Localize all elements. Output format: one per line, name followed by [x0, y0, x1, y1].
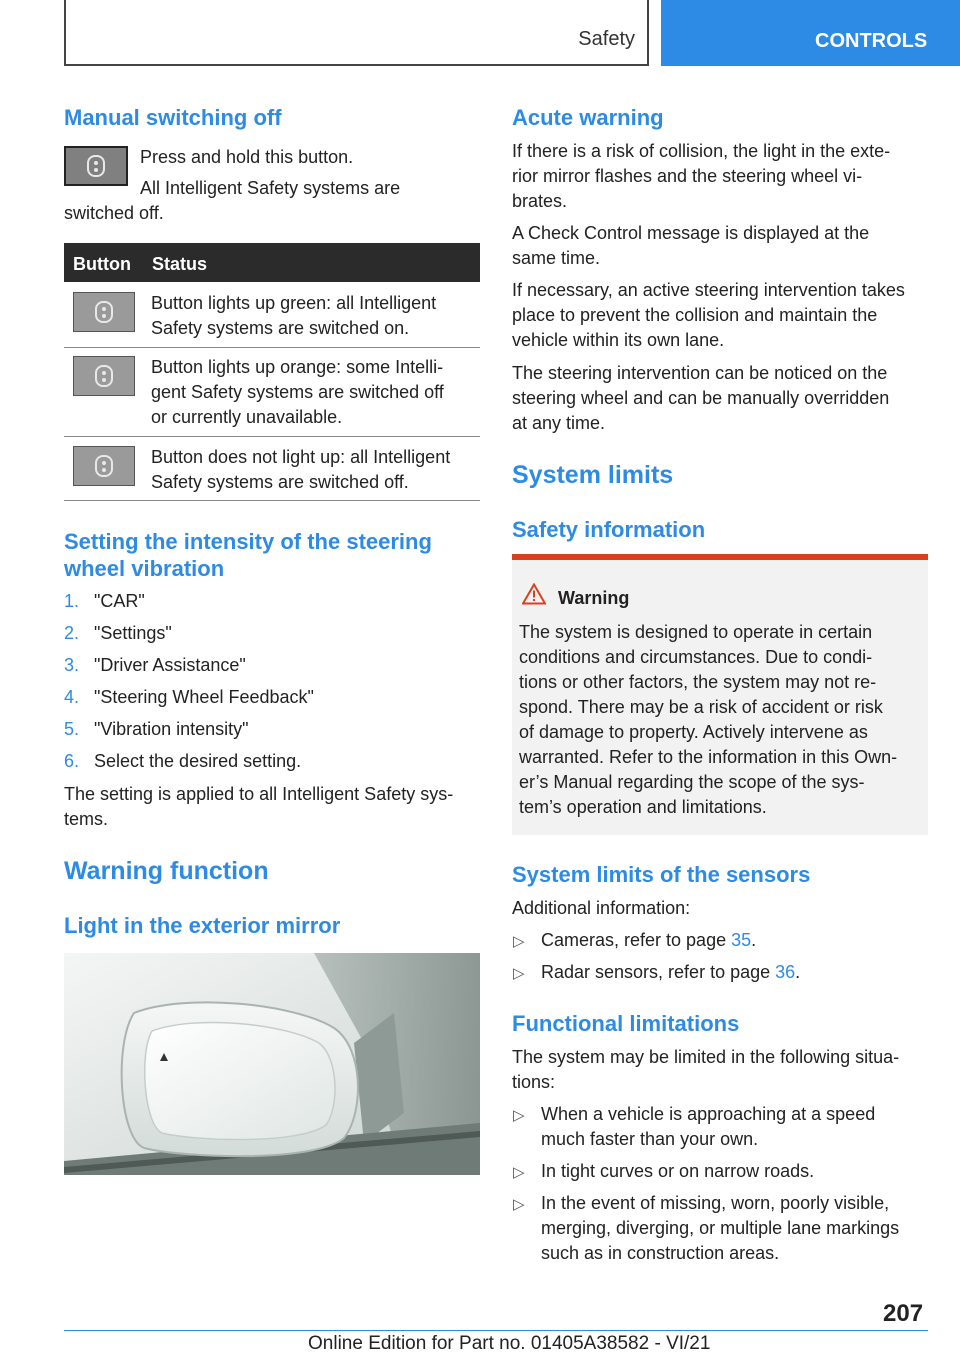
header-bar — [64, 0, 649, 66]
applied-line-2: tems. — [64, 809, 109, 829]
warning-line: warranted. Refer to the information in this Own- — [519, 747, 898, 767]
step-number: 6. — [64, 751, 80, 771]
intensity-heading-line-1: Setting the intensity of the steering — [64, 529, 432, 554]
applied-line-1: The setting is applied to all Intelligent Safety sys- — [64, 784, 454, 804]
acute-p1-line: rior mirror flashes and the steering wheel vi- — [512, 166, 863, 186]
col-status-header: Status — [152, 254, 208, 274]
sensor-item-text: Radar sensors, refer to page — [541, 962, 776, 982]
acute-p3-line: If necessary, an active steering intervention takes — [512, 280, 905, 300]
manual-line-3: switched off. — [64, 203, 164, 223]
table-row-button-image — [73, 356, 135, 396]
acute-p3-line: vehicle within its own lane. — [512, 330, 725, 350]
table-row-divider — [64, 347, 480, 348]
page-link-36[interactable]: 36 — [775, 962, 796, 982]
bullet-icon: ▷ — [513, 1196, 525, 1213]
bullet-icon: ▷ — [513, 965, 525, 982]
acute-warning-heading: Acute warning — [512, 105, 664, 130]
sensor-item-cameras — [541, 928, 756, 953]
step-number: 3. — [64, 655, 80, 675]
exterior-mirror-illustration — [64, 953, 480, 1175]
chapter-tab-label: CONTROLS — [815, 30, 928, 52]
warning-box — [512, 554, 928, 835]
page-number: 207 — [883, 1300, 924, 1327]
table-row-divider — [64, 500, 480, 501]
sensor-item-text: Cameras, refer to page — [541, 930, 732, 950]
table-row-2-line-3: or currently unavailable. — [151, 407, 343, 427]
acute-p2-line: A Check Control message is displayed at the — [512, 223, 870, 243]
warning-line: The system is designed to operate in certain — [519, 622, 873, 642]
acute-p4-line: The steering intervention can be noticed on the — [512, 363, 888, 383]
acute-p1-line: If there is a risk of collision, the light in the exte- — [512, 141, 891, 161]
step-text: "Steering Wheel Feedback" — [94, 687, 314, 707]
step-text: "Settings" — [94, 623, 172, 643]
safety-button-icon — [87, 155, 105, 177]
warning-function-heading: Warning function — [64, 857, 269, 885]
warning-title: Warning — [558, 588, 630, 608]
table-row-2-line-2: gent Safety systems are switched off — [151, 382, 444, 402]
warning-line: er’s Manual regarding the scope of the sys- — [519, 772, 865, 792]
table-header — [64, 243, 480, 282]
footer-divider — [64, 1330, 928, 1331]
table-row-2-line-1: Button lights up orange: some Intelli- — [151, 357, 444, 377]
step-number: 1. — [64, 591, 80, 611]
limit-item-line: such as in construction areas. — [541, 1243, 780, 1263]
mirror-svg — [64, 953, 480, 1175]
manual-line-2: All Intelligent Safety systems are — [140, 178, 401, 198]
limit-item-line: much faster than your own. — [541, 1129, 759, 1149]
col-button-header: Button — [73, 254, 131, 274]
table-row-divider — [64, 436, 480, 437]
light-mirror-heading: Light in the exterior mirror — [64, 913, 341, 938]
functional-intro-line-2: tions: — [512, 1072, 556, 1092]
step-number: 2. — [64, 623, 80, 643]
acute-p3-line: place to prevent the collision and maintain the — [512, 305, 878, 325]
sensor-item-end: . — [751, 930, 757, 950]
table-row-3-line-1: Button does not light up: all Intelligent — [151, 447, 451, 467]
sensors-intro: Additional information: — [512, 898, 691, 918]
warning-line: conditions and circumstances. Due to condi- — [519, 647, 873, 667]
step-number: 5. — [64, 719, 80, 739]
warning-line: spond. There may be a risk of accident or risk — [519, 697, 883, 717]
limit-item-line: In the event of missing, worn, poorly visible, — [541, 1193, 890, 1213]
limit-item-line: In tight curves or on narrow roads. — [541, 1161, 815, 1181]
safety-information-heading: Safety information — [512, 517, 706, 542]
functional-intro-line-1: The system may be limited in the following situa- — [512, 1047, 900, 1067]
footer-edition: Online Edition for Part no. 01405A38582 - VI/21 — [308, 1333, 711, 1354]
acute-p4-line: steering wheel and can be manually overridden — [512, 388, 890, 408]
manual-switching-heading: Manual switching off — [64, 105, 282, 130]
safety-button-icon — [95, 455, 113, 477]
limit-item-line: merging, diverging, or multiple lane markings — [541, 1218, 900, 1238]
acute-p1-line: brates. — [512, 191, 568, 211]
sensors-heading: System limits of the sensors — [512, 862, 811, 887]
sensor-item-end: . — [795, 962, 801, 982]
step-text: "Vibration intensity" — [94, 719, 249, 739]
warning-text — [519, 620, 925, 820]
step-text: "Driver Assistance" — [94, 655, 246, 675]
warning-line: of damage to property. Actively intervene as — [519, 722, 868, 742]
limit-item-line: When a vehicle is approaching at a speed — [541, 1104, 876, 1124]
step-number: 4. — [64, 687, 80, 707]
sensor-item-radar — [541, 960, 800, 985]
manual-line-1: Press and hold this button. — [140, 147, 354, 167]
warning-triangle-icon — [522, 583, 546, 605]
acute-p2-line: same time. — [512, 248, 601, 268]
table-row-button-image — [73, 292, 135, 332]
functional-limitations-heading: Functional limitations — [512, 1011, 740, 1036]
step-text: "CAR" — [94, 591, 145, 611]
table-row-3-line-2: Safety systems are switched off. — [151, 472, 409, 492]
step-text: Select the desired setting. — [94, 751, 302, 771]
bullet-icon: ▷ — [513, 933, 525, 950]
acute-p4-line: at any time. — [512, 413, 606, 433]
bullet-icon: ▷ — [513, 1107, 525, 1124]
intensity-heading-line-2: wheel vibration — [64, 556, 225, 581]
safety-button-icon — [95, 365, 113, 387]
safety-button-icon — [95, 301, 113, 323]
section-label: Safety — [578, 28, 635, 50]
chapter-tab[interactable] — [661, 0, 960, 66]
table-row-button-image — [73, 446, 135, 486]
warning-line: tem’s operation and limitations. — [519, 797, 767, 817]
bullet-icon: ▷ — [513, 1164, 525, 1181]
system-limits-heading: System limits — [512, 461, 674, 489]
table-row-1-line-2: Safety systems are switched on. — [151, 318, 410, 338]
table-row-1-line-1: Button lights up green: all Intelligent — [151, 293, 437, 313]
warning-line: tions or other factors, the system may not re- — [519, 672, 877, 692]
page-link-35[interactable]: 35 — [731, 930, 752, 950]
safety-button-image — [64, 146, 128, 186]
